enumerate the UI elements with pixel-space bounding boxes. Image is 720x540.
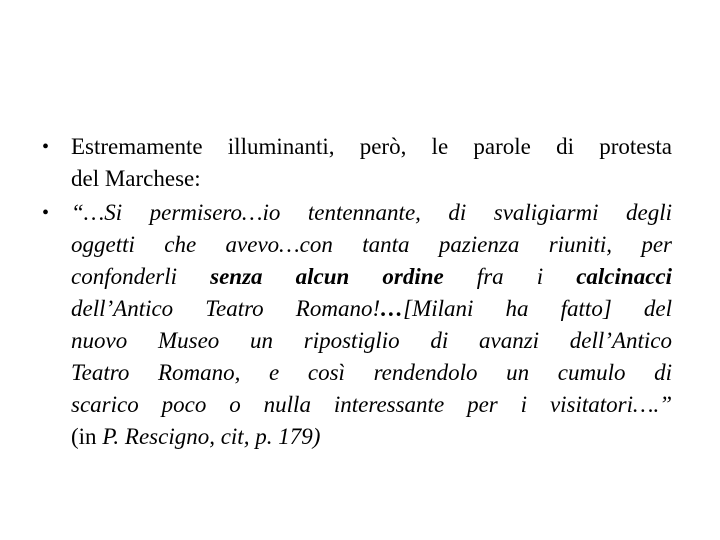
text-line xyxy=(71,389,672,421)
emphasis-text: … xyxy=(380,296,404,321)
text-line: Estremamente illuminanti, però, le parole di protesta xyxy=(71,134,672,159)
quote-text: Teatro Romano, e così rendendolo un cumulo di xyxy=(71,360,672,385)
quote-text: scarico poco o nulla interessante per i visitatori….” xyxy=(71,392,672,417)
quote-text: nuovo Museo un ripostiglio di avanzi dell’Antico xyxy=(71,328,672,353)
text-line xyxy=(71,261,672,293)
text-line xyxy=(71,229,672,261)
bullet-item-1 xyxy=(40,131,672,195)
quote-text: confonderli xyxy=(71,264,211,289)
text-line xyxy=(71,421,672,453)
text-line xyxy=(71,293,672,325)
quote-text: [Milani ha fatto] del xyxy=(403,296,672,321)
emphasis-text: senza alcun ordine xyxy=(210,264,444,289)
text-line xyxy=(71,197,672,229)
quote-text: oggetti che avevo…con tanta pazienza riuniti, per xyxy=(71,232,672,257)
text-line xyxy=(71,357,672,389)
bullet-icon: • xyxy=(42,202,50,224)
emphasis-text: calcinacci xyxy=(576,264,672,289)
quote-text: fra i xyxy=(443,264,577,289)
text-line: del Marchese: xyxy=(71,166,201,191)
bullet-list xyxy=(40,131,672,455)
bullet-item-2 xyxy=(40,197,672,453)
text-line xyxy=(71,325,672,357)
quote-text: dell’Antico Teatro Romano! xyxy=(71,296,381,321)
quote-text: “…Si permisero…io tentennante, di svaligiarmi degli xyxy=(71,200,672,225)
citation-prefix: (in xyxy=(71,424,103,449)
bullet-icon: • xyxy=(42,136,50,158)
citation-text: P. Rescigno, cit, p. 179) xyxy=(102,424,321,449)
